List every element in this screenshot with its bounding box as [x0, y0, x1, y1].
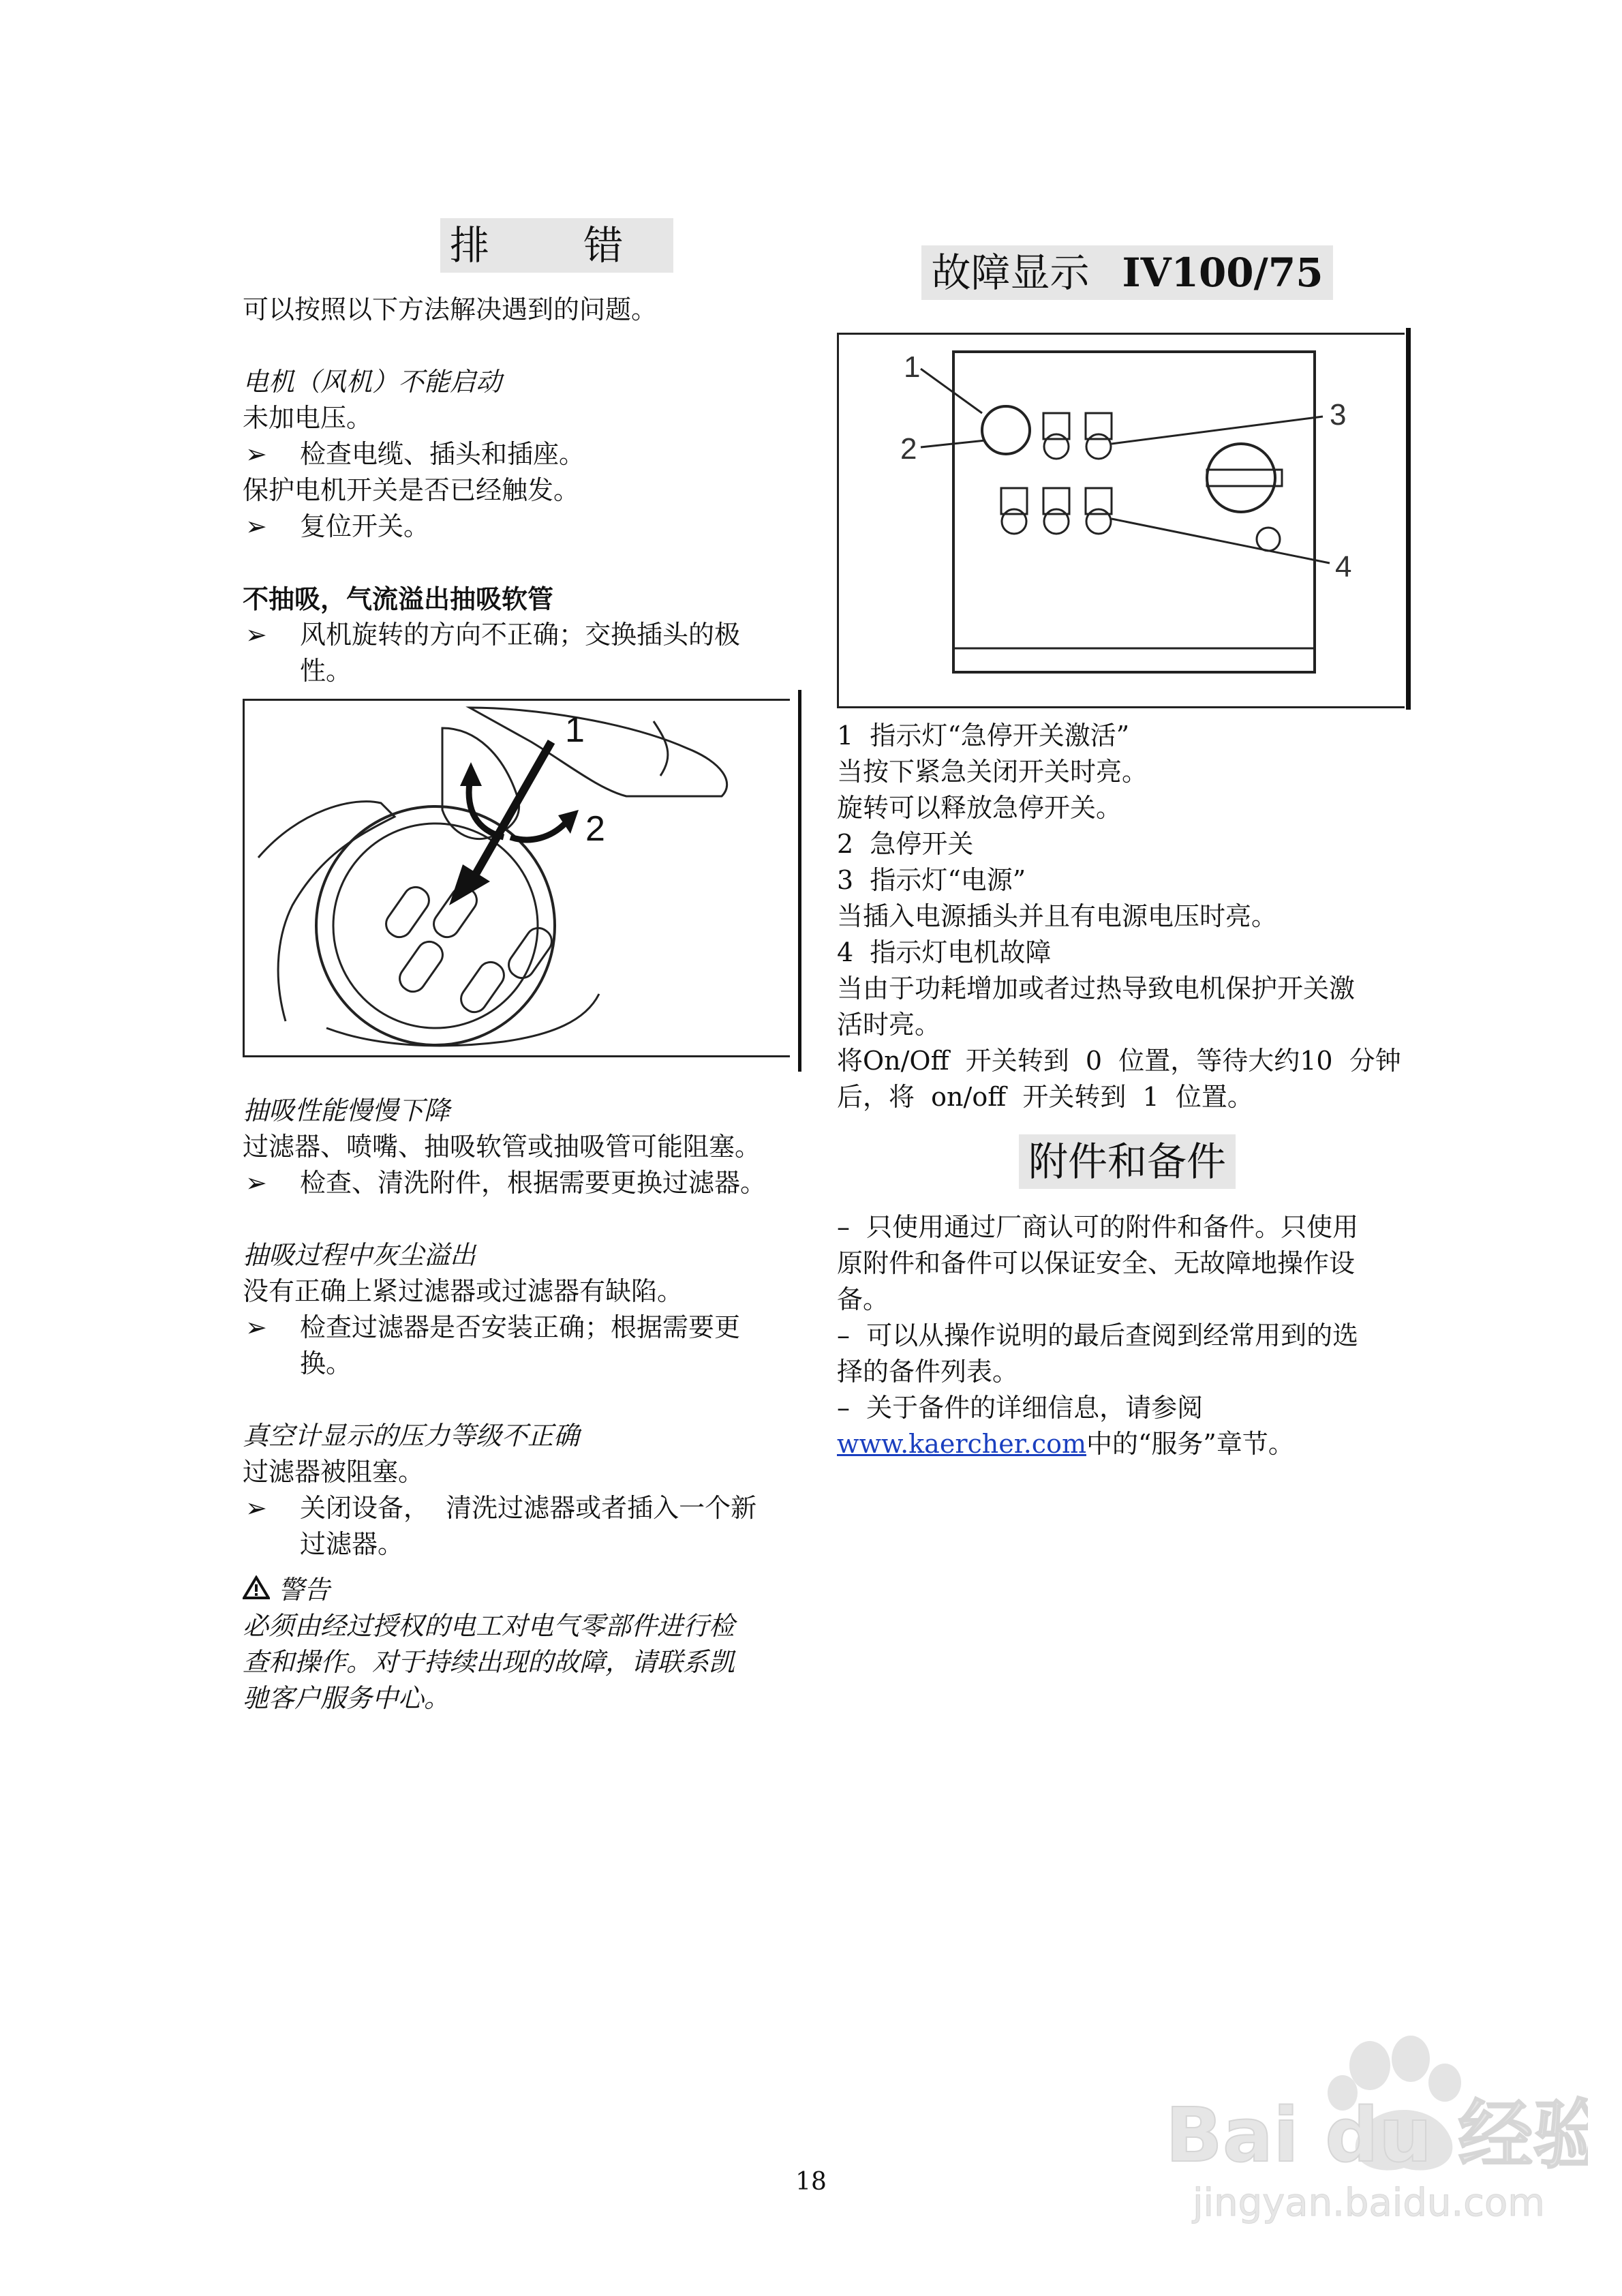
- warning-triangle-icon: [243, 1575, 270, 1600]
- legend-item: 当按下紧急关闭开关时亮。: [837, 757, 1148, 787]
- heading-no-suction: 不抽吸，气流溢出抽吸软管: [243, 584, 554, 614]
- intro-text: 可以按照以下方法解决遇到的问题。: [243, 294, 658, 324]
- panel-label-4: 4: [1335, 550, 1352, 584]
- heading-motor-not-start: 电机（风机）不能启动: [243, 367, 502, 397]
- warning-text: 驰客户服务中心。: [243, 1683, 450, 1713]
- bullet-text-cont: 性。: [300, 656, 352, 686]
- bullet-arrow-icon: ➢: [245, 620, 267, 650]
- accessory-text: 择的备件列表。: [837, 1357, 1019, 1387]
- warning-text: 查和操作。对于持续出现的故障，请联系凯: [243, 1647, 735, 1677]
- section-title-troubleshooting: 排 错: [440, 218, 673, 273]
- cause-text: 过滤器被阻塞。: [243, 1457, 425, 1487]
- legend-item: 4 指示灯电机故障: [837, 937, 1052, 967]
- bullet-item: [243, 509, 808, 545]
- page-number: 18: [795, 2168, 827, 2196]
- bullet-item: [243, 1165, 808, 1201]
- heading-dust-escape: 抽吸过程中灰尘溢出: [243, 1240, 476, 1270]
- bullet-text: 关闭设备， 清洗过滤器或者插入一个新: [300, 1493, 757, 1523]
- bullet-arrow-icon: ➢: [245, 1312, 267, 1342]
- watermark-url: jingyan.baidu.com: [1193, 2181, 1545, 2225]
- legend-item: 旋转可以释放急停开关。: [837, 793, 1122, 823]
- bullet-item: [243, 617, 808, 689]
- legend-item: 3 指示灯“电源”: [837, 865, 1026, 895]
- bullet-text: 风机旋转的方向不正确；交换插头的极: [300, 620, 741, 650]
- accessory-text: 备。: [837, 1284, 889, 1314]
- warning-text: 必须由经过授权的电工对电气零部件进行检: [243, 1611, 735, 1641]
- accessory-text: 原附件和备件可以保证安全、无故障地操作设: [837, 1248, 1356, 1278]
- bullet-item: [243, 436, 808, 472]
- legend-item: 将On/Off 开关转到 0 位置，等待大约10 分钟: [837, 1046, 1401, 1076]
- watermark-brand: Bai du 经验: [1165, 2091, 1588, 2179]
- plug-label-2: 2: [585, 809, 605, 849]
- plug-figure: [243, 699, 790, 1057]
- legend-item: 1 指示灯“急停开关激活”: [837, 721, 1130, 751]
- legend-item: 当插入电源插头并且有电源电压时亮。: [837, 901, 1278, 931]
- bullet-text: 检查电缆、插头和插座。: [300, 439, 585, 469]
- legend-item: 当由于功耗增加或者过热导致电机保护开关激: [837, 973, 1356, 1003]
- plug-label-1: 1: [565, 710, 585, 750]
- cause-text: 过滤器、喷嘴、抽吸软管或抽吸管可能阻塞。: [243, 1132, 761, 1162]
- kaercher-link[interactable]: www.kaercher.com: [837, 1429, 1086, 1459]
- control-panel-figure: [837, 333, 1405, 708]
- bullet-arrow-icon: ➢: [245, 1168, 267, 1198]
- bullet-text: 检查过滤器是否安装正确；根据需要更: [300, 1312, 741, 1342]
- bullet-text-cont: 过滤器。: [300, 1529, 404, 1559]
- baidu-paw-icon: [1152, 2004, 1588, 2229]
- plug-illustration: [245, 701, 790, 1055]
- panel-label-2: 2: [900, 432, 917, 466]
- cause-text: 保护电机开关是否已经触发。: [243, 475, 580, 505]
- warning-heading: 警告: [278, 1575, 331, 1605]
- cause-text: 未加电压。: [243, 403, 373, 433]
- link-suffix: 中的“服务”章节。: [1086, 1429, 1294, 1459]
- section-title-accessories: 附件和备件: [1019, 1134, 1236, 1189]
- heading-suction-decline: 抽吸性能慢慢下降: [243, 1096, 450, 1126]
- cause-text: 没有正确上紧过滤器或过滤器有缺陷。: [243, 1276, 684, 1306]
- fault-display-title: 故障显示: [931, 250, 1090, 296]
- legend-item: 后，将 on/off 开关转到 1 位置。: [837, 1082, 1253, 1112]
- legend-item: 2 急停开关: [837, 829, 974, 859]
- bullet-text: 复位开关。: [300, 511, 430, 541]
- section-title-fault-display: [921, 245, 1332, 300]
- accessory-text: – 可以从操作说明的最后查阅到经常用到的选: [837, 1320, 1359, 1350]
- bullet-arrow-icon: ➢: [245, 511, 267, 541]
- bullet-text-cont: 换。: [300, 1348, 352, 1378]
- accessory-link-line: [837, 1426, 1418, 1462]
- panel-label-3: 3: [1330, 398, 1347, 432]
- control-panel-illustration: [839, 335, 1405, 706]
- bullet-arrow-icon: ➢: [245, 1493, 267, 1523]
- legend-item: 活时亮。: [837, 1010, 941, 1040]
- warning-heading-row: [243, 1572, 808, 1608]
- accessory-text: – 只使用通过厂商认可的附件和备件。只使用: [837, 1212, 1359, 1242]
- bullet-item: [243, 1310, 808, 1382]
- left-column: [243, 218, 808, 1717]
- model-name: IV100/75: [1122, 250, 1323, 296]
- bullet-arrow-icon: ➢: [245, 439, 267, 469]
- figure-right-border: [1406, 328, 1411, 710]
- bullet-item: [243, 1490, 808, 1562]
- bullet-text: 检查、清洗附件，根据需要更换过滤器。: [300, 1168, 767, 1198]
- right-column: [837, 245, 1418, 1462]
- baidu-watermark: [1152, 2004, 1588, 2229]
- panel-label-1: 1: [904, 350, 921, 384]
- accessory-text: – 关于备件的详细信息，请参阅: [837, 1393, 1204, 1423]
- figure-right-border: [798, 690, 801, 1072]
- heading-gauge-incorrect: 真空计显示的压力等级不正确: [243, 1421, 580, 1451]
